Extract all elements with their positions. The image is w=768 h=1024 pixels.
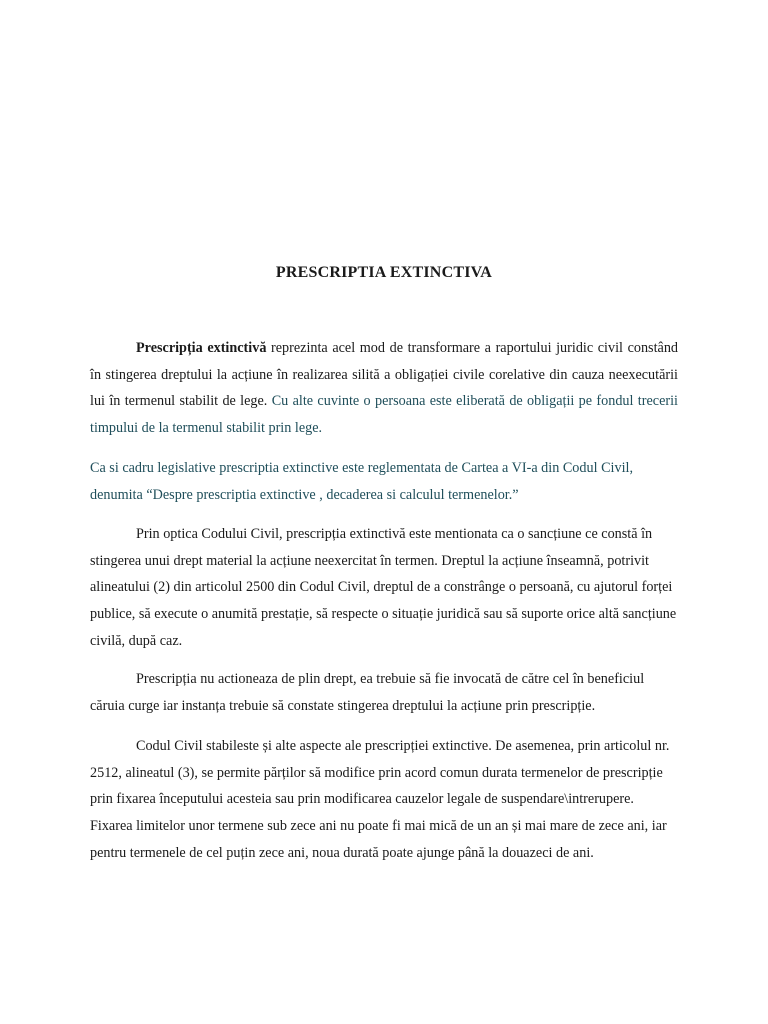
document-title: PRESCRIPTIA EXTINCTIVA bbox=[275, 264, 493, 281]
paragraph-legislative-framework: Ca si cadru legislative prescriptia extinctive este reglementata de Cartea a VI-a din Codul Civil, denumita “Despre prescriptia extinctive , decaderea si calculul termenelor.” bbox=[90, 460, 634, 503]
paragraph-civil-code-view: Prin optica Codului Civil, prescripția extinctivă este mentionata ca o sancțiune ce constă în stingerea unui drept material la acțiune neexercitat în termen. Dreptul la acțiune înseamnă, potrivit alineatului (2) din articolul 2500 din Codul Civil, dreptul de a constrânge o persoană, cu ajutorul forței publice, să execute o anumită prestație, să respecte o situație juridică sau să suporte orice altă sancțiune civilă, după caz. bbox=[90, 526, 677, 649]
definition-term: Prescripția extinctivă bbox=[136, 340, 267, 356]
definition-text: reprezinta acel mod de transformare a raportului juridic civil constând în stingerea dreptului la acțiune în realizarea silită a obligației civile corelative din cauza neexecutării lui în termenul stabilit de lege. bbox=[90, 340, 679, 410]
paragraph-other-aspects: Codul Civil stabileste și alte aspecte ale prescripției extinctive. De asemenea, prin articolul nr. 2512, alineatul (3), se permite părților să modifice prin acord comun durata termenelor de prescripție prin fixarea începutului acesteia sau prin modificarea cauzelor legale de suspendare\intrerupere. Fixarea limitelor unor termene sub zece ani nu poate fi mai mică de un an și mai mare de zece ani, iar pentru termenele de cel puțin zece ani, noua durată poate ajunge până la douazeci de ani. bbox=[90, 738, 670, 861]
definition-note: Cu alte cuvinte o persoana este eliberată de obligații pe fondul trecerii timpului de la termenul stabilit prin lege. bbox=[90, 393, 678, 437]
paragraph-invocation: Prescripția nu actioneaza de plin drept, ea trebuie să fie invocată de către cel în beneficiul căruia curge iar instanța trebuie să constate stingerea dreptului la acțiune prin prescripție. bbox=[90, 671, 645, 714]
paragraph-definition bbox=[90, 335, 678, 442]
